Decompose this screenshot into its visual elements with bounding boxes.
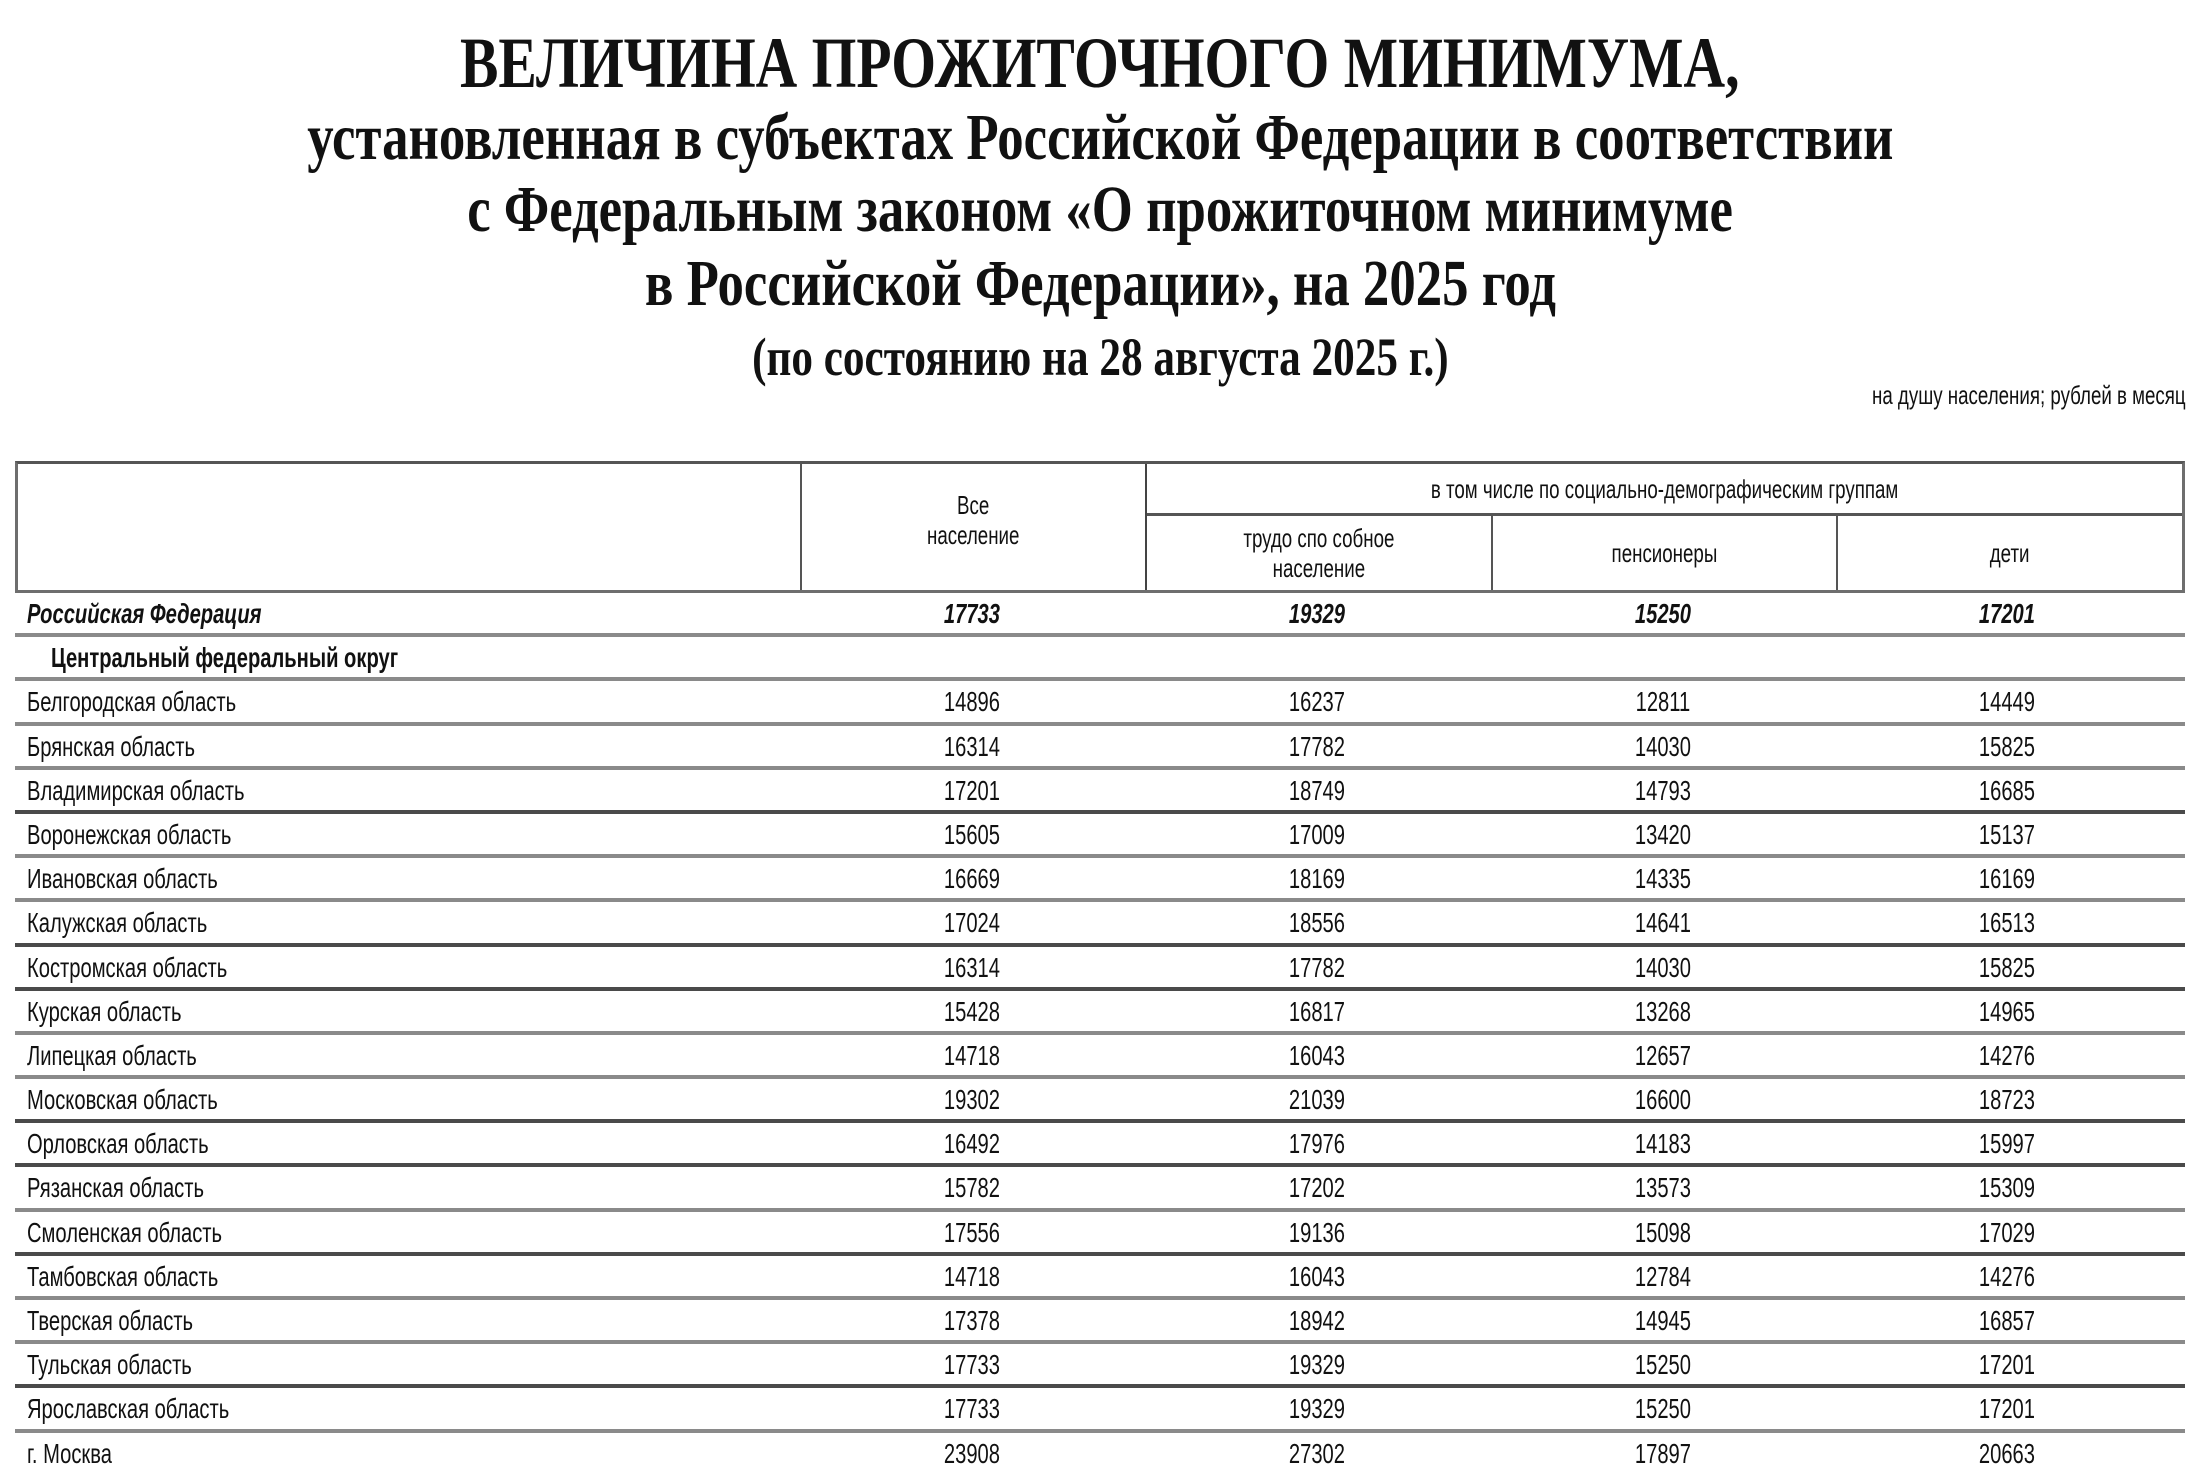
table-row: [15, 947, 2185, 991]
header-group-text: в том числе по социально-демографическим группам: [1430, 473, 1899, 504]
row-name: Калужская область: [27, 907, 208, 939]
cell-working: 18556: [1288, 907, 1346, 939]
cell-working: 17976: [1288, 1128, 1346, 1160]
cell-pensioners: 13573: [1634, 1172, 1691, 1204]
table-row: [15, 1167, 2185, 1211]
table-row: [15, 1212, 2185, 1256]
cell-working: 16043: [1288, 1260, 1346, 1292]
cell-all: 17733: [943, 1349, 1000, 1381]
row-name: Липецкая область: [27, 1039, 197, 1071]
cell-children: 16169: [1978, 863, 2036, 895]
row-name: Орловская область: [27, 1128, 209, 1160]
units-note: [1750, 380, 2186, 411]
cell-working: 18169: [1288, 863, 1346, 895]
subsistence-minimum-table: [15, 461, 2185, 1467]
cell-children: 17201: [1978, 1393, 2036, 1425]
row-name: Смоленская область: [27, 1216, 223, 1248]
cell-working: 18942: [1288, 1305, 1346, 1336]
cell-working: 19329: [1288, 1349, 1346, 1381]
cell-children: 17201: [1978, 598, 2036, 629]
cell-children: 20663: [1978, 1437, 2036, 1467]
subtitle-text: (по состоянию на 28 августа 2025 г.): [751, 327, 1449, 387]
cell-all: 15605: [943, 818, 1000, 850]
cell-working: 16817: [1288, 995, 1346, 1027]
cell-children: 16685: [1978, 774, 2036, 806]
cell-working: 17782: [1288, 730, 1346, 762]
cell-pensioners: 14945: [1634, 1305, 1691, 1336]
district-row: [15, 637, 2185, 681]
row-name: Костромская область: [27, 951, 228, 983]
cell-pensioners: 14030: [1634, 730, 1691, 762]
title-text-2: установленная в субъектах Российской Федерации в соответствии: [306, 101, 1894, 174]
table-row: [15, 1344, 2185, 1388]
cell-pensioners: 14335: [1634, 863, 1691, 895]
cell-all: 17024: [943, 907, 1000, 939]
cell-pensioners: 15250: [1634, 1393, 1691, 1425]
cell-children: 17201: [1978, 1349, 2036, 1381]
table-row: [15, 1300, 2185, 1344]
cell-pensioners: 12784: [1634, 1260, 1691, 1292]
cell-working: 16043: [1288, 1039, 1346, 1071]
row-name: Рязанская область: [27, 1172, 205, 1204]
cell-children: 18723: [1978, 1084, 2036, 1116]
cell-all: 17733: [943, 598, 1000, 629]
title-text-1: ВЕЛИЧИНА ПРОЖИТОЧНОГО МИНИМУМА,: [460, 23, 1740, 103]
title-text-3: с Федеральным законом «О прожиточном минимуме: [467, 173, 1733, 246]
cell-all: 15782: [943, 1172, 1000, 1204]
cell-working: 17782: [1288, 951, 1346, 983]
header-all-population-text: [927, 490, 1019, 550]
row-name: Ярославская область: [27, 1393, 230, 1425]
table-row: [15, 1079, 2185, 1123]
district-name: Центральный федеральный округ: [51, 642, 399, 674]
row-name: Ивановская область: [27, 863, 218, 895]
cell-pensioners: 14030: [1634, 951, 1691, 983]
cell-working: 17202: [1288, 1172, 1346, 1204]
row-name: Московская область: [27, 1084, 218, 1116]
header-all-population-line-1: Все: [957, 490, 990, 520]
cell-pensioners: 12811: [1635, 686, 1690, 718]
cell-pensioners: 13420: [1634, 818, 1691, 850]
row-name: Тверская область: [27, 1305, 194, 1336]
cell-pensioners: 14641: [1634, 907, 1691, 939]
cell-all: 17733: [943, 1393, 1000, 1425]
cell-working: 19329: [1288, 1393, 1346, 1425]
row-name: г. Москва: [27, 1437, 112, 1467]
subtitle: [0, 326, 2200, 388]
header-working-age-text: [1243, 523, 1394, 583]
units-text: на душу населения; рублей в месяц: [1872, 380, 2186, 410]
title-line-4: [0, 246, 2200, 322]
header-children-text: дети: [1990, 538, 2030, 568]
cell-all: 17201: [943, 774, 1000, 806]
cell-children: 15309: [1978, 1172, 2036, 1204]
cell-all: 14718: [943, 1039, 1000, 1071]
table-row: [15, 726, 2185, 770]
title-line-3: [0, 172, 2200, 248]
table-row: [15, 1388, 2185, 1432]
cell-pensioners: 13268: [1634, 995, 1691, 1027]
table-row: [15, 1433, 2185, 1467]
row-name: Белгородская область: [27, 686, 237, 718]
cell-working: 27302: [1288, 1437, 1346, 1467]
cell-children: 14276: [1978, 1260, 2036, 1292]
title-line-2: [0, 100, 2200, 176]
region-rows: [15, 681, 2185, 1467]
cell-children: 14965: [1978, 995, 2036, 1027]
cell-working: 17009: [1288, 818, 1346, 850]
row-name: Российская Федерация: [27, 598, 262, 629]
cell-children: 14276: [1978, 1039, 2036, 1071]
row-name: Брянская область: [27, 730, 195, 762]
table-header: [15, 461, 2185, 593]
cell-all: 17378: [943, 1305, 1000, 1336]
cell-all: 16669: [943, 863, 1000, 895]
table-body: [15, 593, 2185, 1467]
cell-pensioners: 15098: [1634, 1216, 1691, 1248]
cell-all: 16314: [943, 951, 1000, 983]
table-row: [15, 1123, 2185, 1167]
cell-pensioners: 17897: [1634, 1437, 1691, 1467]
title-text-4: в Российской Федерации», на 2025 год: [644, 247, 1556, 320]
cell-pensioners: 15250: [1634, 1349, 1691, 1381]
cell-all: 23908: [943, 1437, 1000, 1467]
total-row: [15, 593, 2185, 637]
table-row: [15, 814, 2185, 858]
table-row: [15, 1035, 2185, 1079]
header-region: [18, 464, 802, 590]
cell-working: 18749: [1288, 774, 1346, 806]
cell-working: 21039: [1288, 1084, 1346, 1116]
cell-children: 15825: [1978, 730, 2036, 762]
cell-children: 17029: [1978, 1216, 2036, 1248]
cell-children: 16513: [1978, 907, 2036, 939]
cell-all: 16314: [943, 730, 1000, 762]
header-all-population-line-2: население: [927, 520, 1020, 550]
row-name: Воронежская область: [27, 818, 232, 850]
header-pensioners-text: пенсионеры: [1611, 538, 1718, 568]
cell-pensioners: 16600: [1634, 1084, 1691, 1116]
header-all-population: [802, 464, 1147, 590]
cell-working: 19136: [1288, 1216, 1346, 1248]
table-row: [15, 858, 2185, 902]
row-name: Тульская область: [27, 1349, 192, 1381]
table-row: [15, 1256, 2185, 1300]
cell-all: 17556: [943, 1216, 1000, 1248]
cell-pensioners: 14793: [1634, 774, 1691, 806]
table-row: [15, 770, 2185, 814]
cell-children: 15825: [1978, 951, 2036, 983]
cell-pensioners: 14183: [1634, 1128, 1691, 1160]
cell-all: 14896: [943, 686, 1000, 718]
cell-children: 14449: [1978, 686, 2036, 718]
header-group: [1147, 464, 2182, 516]
cell-working: 19329: [1288, 598, 1346, 629]
row-name: Тамбовская область: [27, 1260, 219, 1292]
table-row: [15, 902, 2185, 946]
header-working-age-line-1: трудо спо собное: [1243, 523, 1395, 553]
row-name: Курская область: [27, 995, 182, 1027]
table-row: [15, 681, 2185, 725]
cell-all: 14718: [943, 1260, 1000, 1292]
cell-pensioners: 12657: [1634, 1039, 1691, 1071]
cell-working: 16237: [1288, 686, 1346, 718]
header-children: [1838, 516, 2182, 590]
cell-all: 19302: [943, 1084, 1000, 1116]
title-line-1: [0, 22, 2200, 105]
row-name: Владимирская область: [27, 774, 245, 806]
table-row: [15, 991, 2185, 1035]
cell-all: 16492: [943, 1128, 1000, 1160]
cell-all: 15428: [943, 995, 1000, 1027]
cell-pensioners: 15250: [1634, 598, 1691, 629]
cell-children: 15137: [1978, 818, 2036, 850]
cell-children: 15997: [1978, 1128, 2036, 1160]
cell-children: 16857: [1978, 1305, 2036, 1336]
header-pensioners: [1493, 516, 1838, 590]
header-working-age: [1147, 516, 1493, 590]
document-title: [0, 0, 2200, 400]
header-working-age-line-2: население: [1272, 553, 1366, 583]
